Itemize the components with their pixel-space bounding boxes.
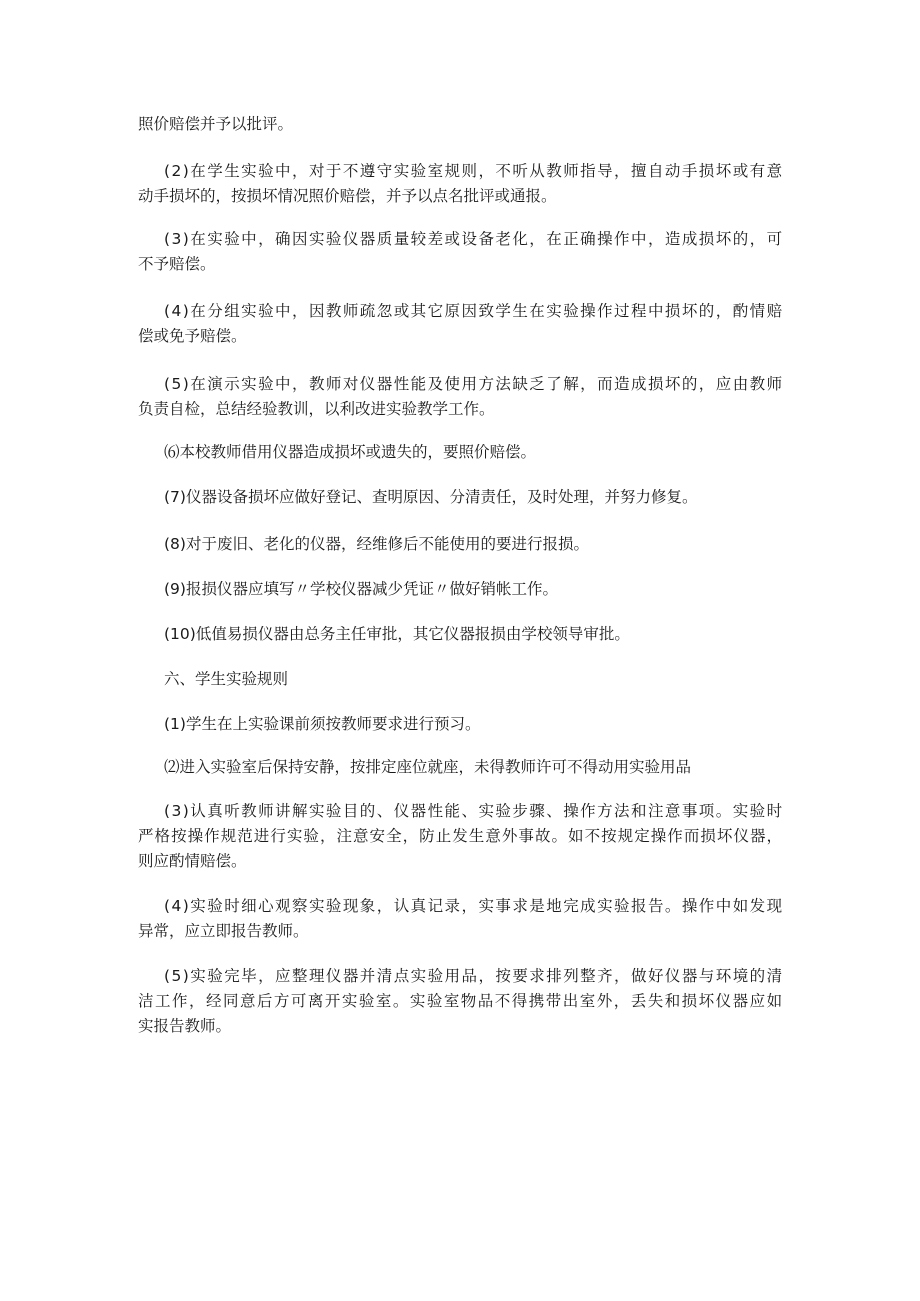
paragraph bbox=[138, 112, 782, 137]
paragraph bbox=[138, 964, 782, 1039]
section-heading bbox=[138, 667, 782, 692]
text-line: (2)在学生实验中，对于不遵守实验室规则，不听从教师指导，擅自动手损坏或有意 bbox=[164, 162, 784, 180]
text-line: ⑵进入实验室后保持安静，按排定座位就座，未得教师许可不得动用实验用品 bbox=[164, 758, 692, 776]
text-line: (7)仪器设备损坏应做好登记、查明原因、分清责任，及时处理，并努力修复。 bbox=[164, 488, 698, 506]
paragraph bbox=[138, 485, 782, 510]
text-line: (4)实验时细心观察实验现象，认真记录，实事求是地完成实验报告。操作中如发现 bbox=[164, 897, 784, 915]
text-line: (5)在演示实验中，教师对仪器性能及使用方法缺乏了解，而造成损坏的，应由教师 bbox=[164, 375, 784, 393]
text-line: 洁工作，经同意后方可离开实验室。实验室物品不得携带出室外，丢失和损坏仪器应如 bbox=[138, 992, 784, 1010]
text-line: (4)在分组实验中，因教师疏忽或其它原因致学生在实验操作过程中损坏的，酌情赔 bbox=[164, 302, 784, 320]
text-line: 严格按操作规范进行实验，注意安全，防止发生意外事故。如不按规定操作而损坏仪器， bbox=[138, 827, 784, 845]
text-line: 不予赔偿。 bbox=[138, 255, 216, 273]
text-line: (5)实验完毕，应整理仪器并清点实验用品，按要求排列整齐，做好仪器与环境的清 bbox=[164, 967, 784, 985]
paragraph bbox=[138, 299, 782, 349]
text-line: 偿或免予赔偿。 bbox=[138, 327, 247, 345]
text-line: 异常，应立即报告教师。 bbox=[138, 922, 309, 940]
text-line: (8)对于废旧、老化的仪器，经维修后不能使用的要进行报损。 bbox=[164, 535, 589, 553]
text-line: (3)认真听教师讲解实验目的、仪器性能、实验步骤、操作方法和注意事项。实验时 bbox=[164, 802, 784, 820]
paragraph bbox=[138, 712, 782, 737]
text-line: 实报告教师。 bbox=[138, 1017, 232, 1035]
text-line: (3)在实验中，确因实验仪器质量较差或设备老化，在正确操作中，造成损坏的，可 bbox=[164, 230, 784, 248]
paragraph bbox=[138, 227, 782, 277]
paragraph bbox=[138, 799, 782, 874]
paragraph bbox=[138, 755, 782, 780]
text-line: (1)学生在上实验课前须按教师要求进行预习。 bbox=[164, 715, 481, 733]
paragraph bbox=[138, 894, 782, 944]
text-line: 六、学生实验规则 bbox=[164, 670, 289, 688]
text-line: 则应酌情赔偿。 bbox=[138, 852, 247, 870]
text-line: (9)报损仪器应填写〃学校仪器减少凭证〃做好销帐工作。 bbox=[164, 580, 558, 598]
text-line: (10)低值易损仪器由总务主任审批，其它仪器报损由学校领导审批。 bbox=[164, 625, 630, 643]
paragraph bbox=[138, 440, 782, 465]
paragraph bbox=[138, 532, 782, 557]
text-line: 照价赔偿并予以批评。 bbox=[138, 115, 294, 133]
paragraph bbox=[138, 622, 782, 647]
paragraph bbox=[138, 159, 782, 209]
paragraph bbox=[138, 577, 782, 602]
text-line: 负责自检，总结经验教训，以利改进实验教学工作。 bbox=[138, 400, 495, 418]
text-line: 动手损坏的，按损坏情况照价赔偿，并予以点名批评或通报。 bbox=[138, 187, 557, 205]
paragraph bbox=[138, 372, 782, 422]
text-line: ⑹本校教师借用仪器造成损坏或遗失的，要照价赔偿。 bbox=[164, 443, 537, 461]
